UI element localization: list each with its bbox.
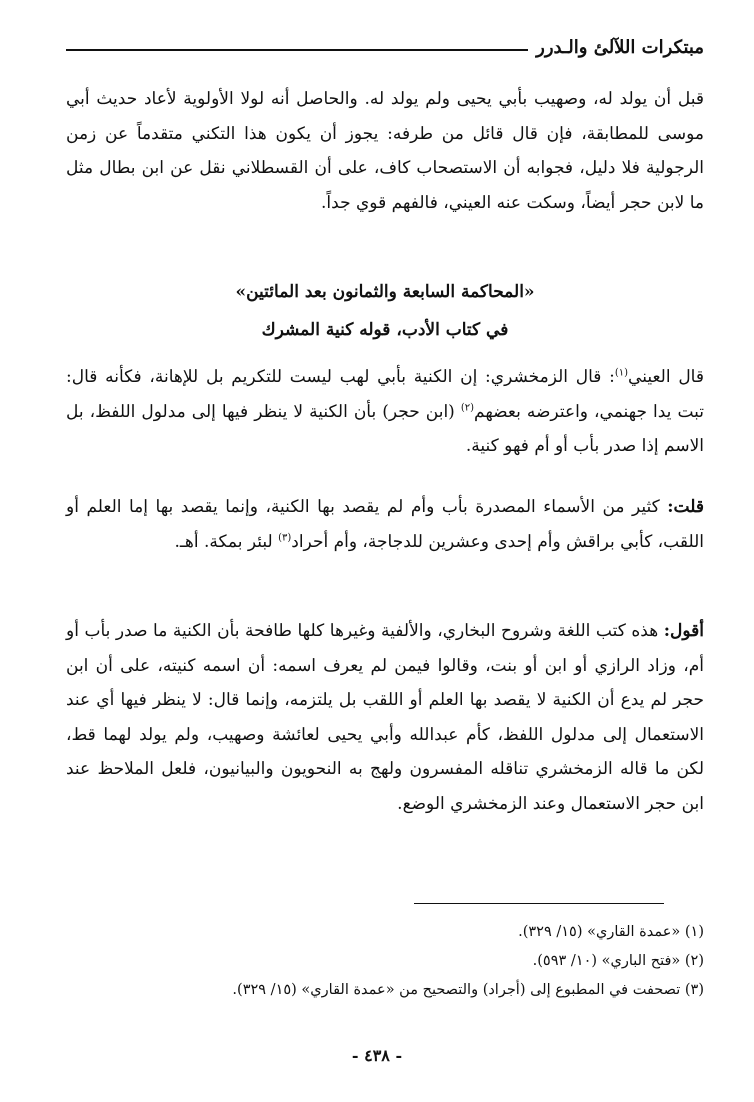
paragraph-4-body: هذه كتب اللغة وشروح البخاري، والألفية وغيرها كلها طافحة بأن الكنية ما صدر بأب أو أم، وزاد الرازي أو ابن أو بنت، وقالوا فيمن لم يعرف اسمه: أن اسمه كنيته، على أن ابن حجر لم يدع أن الكنية لا يقصد بها العلم أو اللقب بل يلتزمه، وإنما قال: لا ينظر فيها أي عند الاستعمال إلى مدلول اللفظ، كأم عبدالله وأبي يحيى لعائشة وصهيب، ولم يولد لهما قط، لكن ما قاله الزمخشري تناقله المفسرون ولهج به النحويون والبيانيون، فلعل الملاحظ عند ابن حجر الاستعمال وعند الزمخشري الوضع.: [66, 621, 704, 814]
paragraph-2-part-a: قال العيني: [628, 367, 704, 387]
paragraph-4-lead: أقول:: [663, 621, 704, 641]
paragraph-4-text: [66, 614, 704, 821]
paragraph-2: [66, 360, 704, 464]
footnote-2: (٢) «فتح الباري» (١٠/ ٥٩٣).: [532, 953, 704, 969]
running-head: [66, 30, 704, 64]
footnote-ref-1[interactable]: (١): [614, 367, 629, 379]
running-head-title: مبتكرات اللآلئ والـدرر: [536, 36, 704, 58]
paragraph-1-text: قبل أن يولد له، وصهيب بأبي يحيى ولم يولد له. والحاصل أنه لولا الأولوية لأعاد حديث أبي موسى للمطابقة، فإن قال قائل من طرفه: يجوز أن يكون هذا التكني متقدماً عن زمن الرجولية فلا دليل، فجوابه أن الاستصحاب كاف، على أن القسطلاني نقل عن ابن بطال مثل ما لابن حجر أيضاً، وسكت عنه العيني، فالفهم قوي جداً.: [66, 89, 704, 213]
paragraph-3-part-b: لبئر بمكة. أهـ.: [174, 531, 279, 552]
paragraph-4: [66, 614, 704, 821]
footnote-ref-3[interactable]: (٣): [278, 531, 292, 543]
footnotes: [66, 918, 704, 1005]
section-heading: «المحاكمة السابعة والثمانون بعد المائتين»: [235, 282, 535, 302]
paragraph-3-lead: قلت:: [667, 497, 704, 517]
page-number: - ٤٣٨ -: [351, 1046, 403, 1065]
footnote-separator: [414, 903, 664, 904]
paragraph-2-part-b: : قال الزمخشري: إن الكنية بأبي لهب ليست للتكريم بل للإهانة، فكأنه قال: تبت يدا جهنمي، واعترضه بعضهم: [66, 367, 704, 422]
paragraph-3-text: [66, 490, 704, 559]
paragraph-3: [66, 490, 704, 559]
footnote-ref-2[interactable]: (٢): [460, 401, 475, 413]
paragraph-1: [66, 82, 704, 220]
footnote-3: (٣) تصحفت في المطبوع إلى (أجراد) والتصحيح من «عمدة القاري» (١٥/ ٣٢٩).: [232, 982, 704, 998]
paragraph-3-part-a: كثير من الأسماء المصدرة بأب وأم لم يقصد بها الكنية، وإنما يقصد بها إما العلم أو اللقب، كأبي براقش وأم إحدى وعشرين للدجاجة، وأم أحراد: [66, 497, 704, 552]
paragraph-2-part-c: (ابن حجر) بأن الكنية لا ينظر فيها إلى مدلول اللفظ، بل الاسم إذا صدر بأب أو أم فهو كنية.: [66, 401, 704, 456]
section-subheading: في كتاب الأدب، قوله كنية المشرك: [261, 320, 509, 340]
paragraph-2-text: [66, 360, 704, 464]
footnote-1: (١) «عمدة القاري» (١٥/ ٣٢٩).: [518, 924, 704, 940]
running-head-rule: [66, 49, 528, 51]
